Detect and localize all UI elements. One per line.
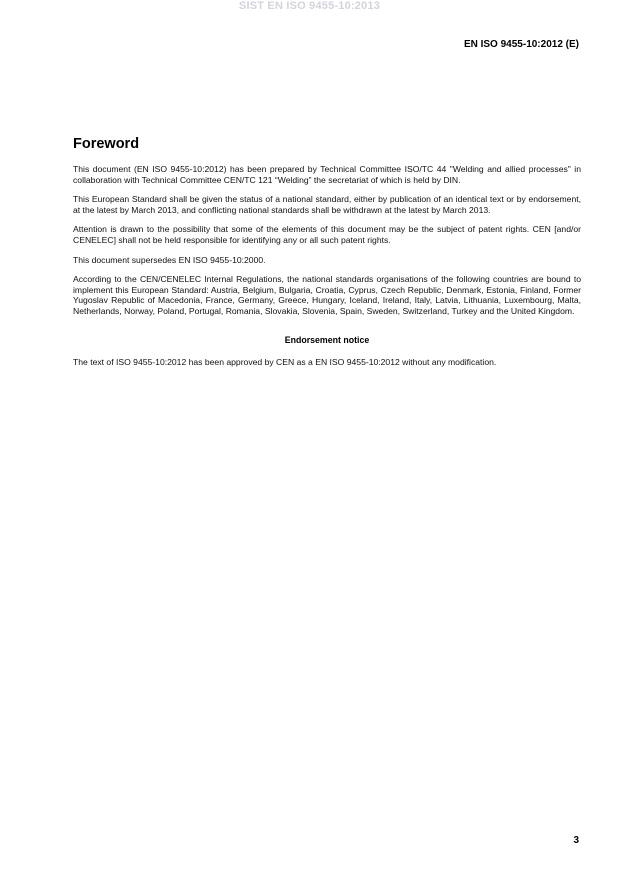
foreword-paragraph-supersedes: This document supersedes EN ISO 9455-10:2000. — [73, 254, 266, 265]
foreword-paragraph-status: This European Standard shall be given the status of a national standard, either by publication of an identical text or by endorsement, at the latest by March 2013, and conflicting national standards shall be withdrawn at the latest by March 2013. — [73, 194, 581, 215]
endorsement-notice-text: The text of ISO 9455-10:2012 has been approved by CEN as a EN ISO 9455-10:2012 without any modification. — [73, 356, 497, 367]
watermark: SIST EN ISO 9455-10:2013 — [238, 0, 381, 12]
foreword-paragraph-prepared-by: This document (EN ISO 9455-10:2012) has been prepared by Technical Committee ISO/TC 44 "Welding and allied processes" in collaboration with Technical Committee CEN/TC 121 “Welding” the secretariat of which is held by DIN. — [73, 164, 581, 185]
page-number: 3 — [573, 835, 579, 846]
foreword-paragraph-patent-rights: Attention is drawn to the possibility that some of the elements of this document may be the subject of patent rights. CEN [and/or CENELEC] shall not be held responsible for identifying any or all such patent rights. — [73, 224, 581, 245]
endorsement-notice-heading: Endorsement notice — [284, 334, 370, 345]
foreword-title: Foreword — [73, 136, 140, 152]
foreword-paragraph-countries: According to the CEN/CENELEC Internal Regulations, the national standards organisations of the following countries are bound to implement this European Standard: Austria, Belgium, Bulgaria, Croatia, Cyprus, Czech Republic, Denmark, Estonia, Finland, Former Yugoslav Republic of Macedonia, France, Germany, Greece, Hungary, Iceland, Ireland, Italy, Latvia, Lithuania, Luxembourg, Malta, Netherlands, Norway, Poland, Portugal, Romania, Slovakia, Slovenia, Spain, Sweden, Switzerland, Turkey and the United Kingdom. — [73, 274, 581, 316]
page-content — [73, 136, 581, 376]
document-id-header: EN ISO 9455-10:2012 (E) — [463, 39, 579, 50]
